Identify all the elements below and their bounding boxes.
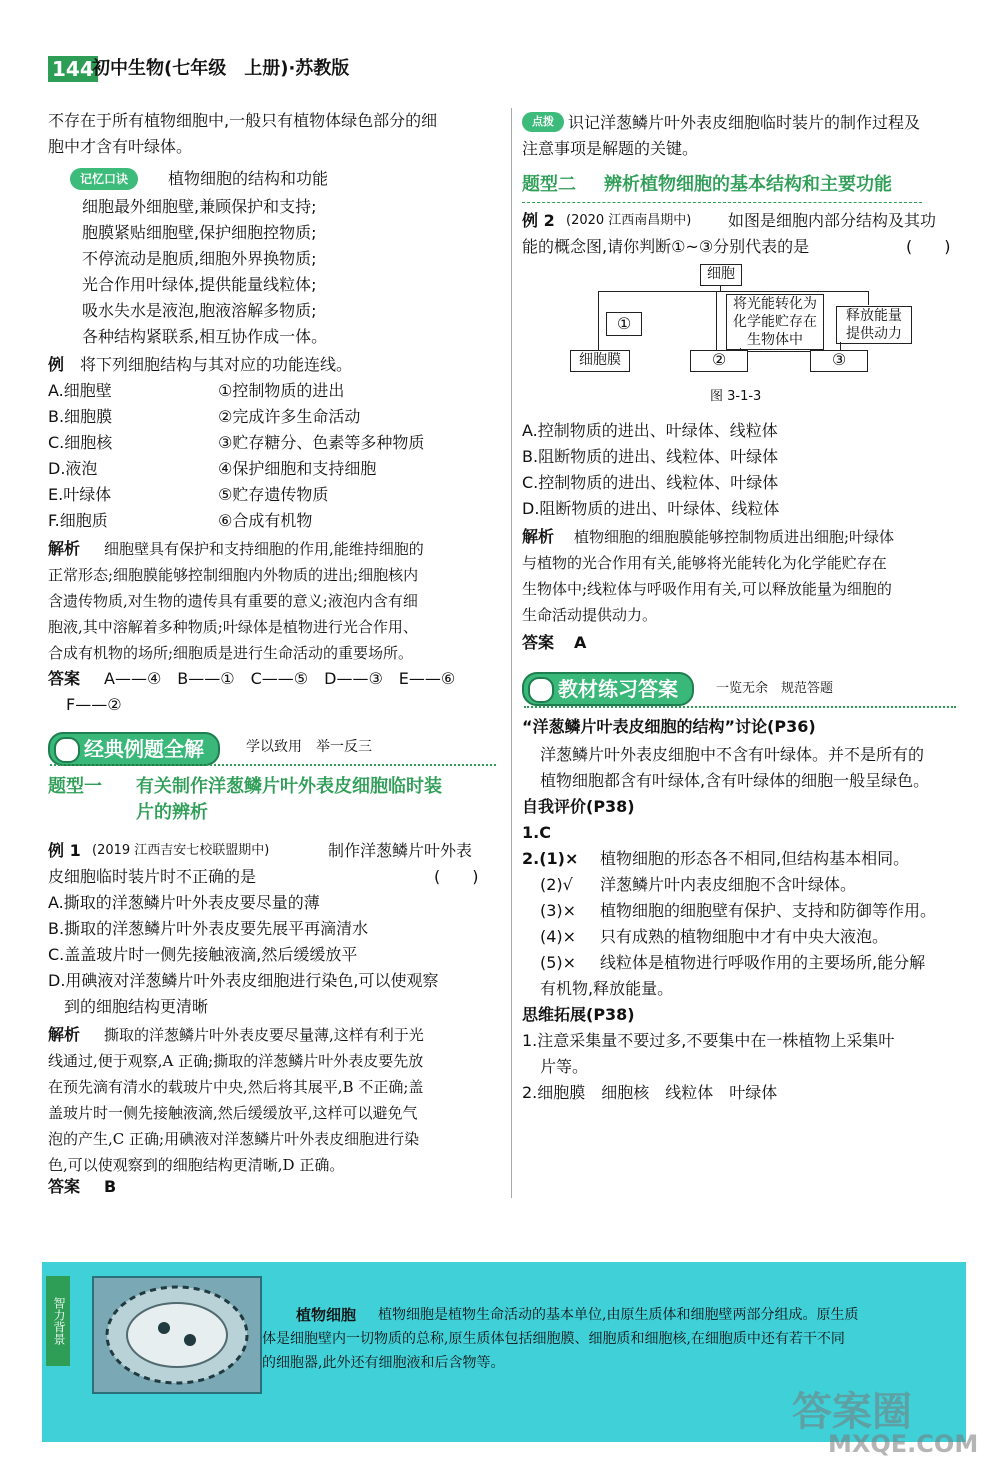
ex2-blank: ( ) [906, 237, 951, 256]
memory-line: 光合作用叶绿体,提供能量线粒体; [82, 275, 317, 294]
answer-line-1: A——④ B——① C——⑤ D——③ E——⑥ [104, 669, 456, 688]
analysis-line: 含遗传物质,对生物的遗传具有重要的意义;液泡内含有细 [48, 592, 418, 610]
pair-left: A.细胞壁 [48, 381, 112, 400]
ex1-option: A.撕取的洋葱鳞片叶外表皮要尽量的薄 [48, 893, 320, 912]
page-header-title: 初中生物(七年级 上册)·苏教版 [92, 58, 350, 79]
ex1-analysis-line: 撕取的洋葱鳞片叶外表皮要尽量薄,这样有利于光 [104, 1026, 424, 1044]
textbook-title: 教材练习答案 [558, 677, 678, 701]
connector [868, 291, 869, 305]
textbook-subtitle: 一览无余 规范答题 [716, 681, 834, 696]
page-number: 144 [48, 56, 98, 82]
example-text: 将下列细胞结构与其对应的功能连线。 [80, 355, 353, 374]
self-eval-mark: (4)× [540, 927, 577, 946]
footer-term: 植物细胞 [296, 1306, 357, 1324]
memory-line: 不停流动是胞质,细胞外界换物质; [82, 249, 317, 268]
ex2-text-cont: 能的概念图,请你判断①~③分别代表的是 [522, 237, 810, 256]
self-eval-mark: (3)× [540, 901, 577, 920]
pair-left: D.液泡 [48, 459, 98, 478]
discuss-line: 植物细胞都含有叶绿体,含有叶绿体的细胞一般呈绿色。 [540, 771, 930, 790]
mid-line: 将光能转化为 [733, 296, 817, 312]
figure-caption: 图 3-1-3 [710, 389, 762, 404]
self-eval-text-cont: 有机物,释放能量。 [540, 979, 674, 998]
ex1-analysis-label: 解析 [48, 1025, 81, 1044]
diagram-node-membrane: 细胞膜 [570, 350, 630, 372]
ex1-option: B.撕取的洋葱鳞片叶外表皮要先展平再滴清水 [48, 919, 369, 938]
answer-label: 答案 [48, 669, 81, 688]
ex1-analysis-line: 在预先滴有清水的载玻片中央,然后将其展平,B 不正确;盖 [48, 1078, 424, 1096]
diagram-node-right [836, 306, 912, 344]
ex1-label: 例 1 [48, 841, 81, 860]
footer-line: 植物细胞是植物生命活动的基本单位,由原生质体和细胞壁两部分组成。原生质 [378, 1307, 859, 1323]
discuss-title: “洋葱鳞片叶表皮细胞的结构”讨论(P36) [522, 717, 816, 736]
memory-line: 细胞最外细胞壁,兼顾保护和支持; [82, 197, 317, 216]
ex1-option: D.用碘液对洋葱鳞片叶外表皮细胞进行染色,可以使观察 [48, 971, 439, 990]
self-eval-text: 植物细胞的形态各不相同,但结构基本相同。 [600, 849, 910, 868]
ex1-analysis-line: 盖玻片时一侧先接触液滴,然后缓缓放平,这样可以避免气 [48, 1104, 418, 1122]
ex2-analysis-line: 与植物的光合作用有关,能够将光能转化为化学能贮存在 [522, 554, 887, 572]
diagram-node-cell: 细胞 [700, 264, 742, 286]
section-banner [48, 732, 220, 766]
tip-line-2: 注意事项是解题的关键。 [522, 139, 699, 158]
ex1-analysis-line: 色,可以使观察到的细胞结构更清晰,D 正确。 [48, 1156, 345, 1174]
think-title: 思维拓展(P38) [522, 1005, 635, 1024]
watermark-url: MXQE.COM [828, 1430, 979, 1458]
textbook-banner [522, 672, 694, 706]
ex2-option: D.阻断物质的进出、叶绿体、线粒体 [522, 499, 780, 518]
plant-cell-image [92, 1276, 262, 1394]
self-eval-mark: 2.(1)× [522, 849, 579, 868]
intro-line-1: 不存在于所有植物细胞中,一般只有植物体绿色部分的细 [48, 111, 438, 130]
ex1-analysis-line: 线通过,便于观察,A 正确;撕取的洋葱鳞片叶外表皮要先放 [48, 1052, 424, 1070]
self-eval-mark: (2)√ [540, 875, 573, 894]
ex2-answer: A [574, 633, 587, 652]
answer-line-2: F——② [66, 695, 122, 714]
ex2-text: 如图是细胞内部分结构及其功 [728, 211, 937, 230]
think-line-2: 2.细胞膜 细胞核 线粒体 叶绿体 [522, 1083, 778, 1102]
self-eval-title: 自我评价(P38) [522, 797, 635, 816]
ex2-analysis-label: 解析 [522, 527, 555, 546]
self-eval-text: 只有成熟的植物细胞中才有中央大液泡。 [600, 927, 889, 946]
ex2-answer-label: 答案 [522, 633, 555, 652]
ex2-option: C.控制物质的进出、线粒体、叶绿体 [522, 473, 779, 492]
ex2-analysis-line: 生物体中;线粒体与呼吸作用有关,可以释放能量为细胞的 [522, 580, 892, 598]
pair-right: ⑥合成有机物 [218, 511, 313, 530]
ex2-option: A.控制物质的进出、叶绿体、线粒体 [522, 421, 778, 440]
analysis-label: 解析 [48, 539, 81, 558]
diagram-node-1: ① [606, 312, 642, 336]
intro-line-2: 胞中才含有叶绿体。 [48, 137, 193, 156]
discuss-line: 洋葱鳞片叶外表皮细胞中不含有叶绿体。并不是所有的 [540, 745, 925, 764]
analysis-line: 胞液,其中溶解着多种物质;叶绿体是植物进行光合作用、 [48, 618, 418, 636]
ex1-option: 到的细胞结构更清晰 [48, 997, 209, 1016]
pair-right: ①控制物质的进出 [218, 381, 345, 400]
pair-left: B.细胞膜 [48, 407, 113, 426]
ex2-analysis-line: 生命活动提供动力。 [522, 606, 658, 624]
speaker-icon [54, 737, 80, 763]
analysis-line: 正常形态;细胞膜能够控制细胞内外物质的进出;细胞核内 [48, 566, 419, 584]
ex2-source: (2020 江西南昌期中) [566, 213, 692, 228]
memory-line: 吸水失水是液泡,胞液溶解多物质; [82, 301, 317, 320]
pair-right: ②完成许多生命活动 [218, 407, 361, 426]
diagram-node-mid [726, 294, 824, 350]
tip-tag: 点拨 [522, 112, 564, 132]
footer-line: 体是细胞壁内一切物质的总称,原生质体包括细胞膜、细胞质和细胞核,在细胞质中还有若干不同 [262, 1331, 845, 1347]
connector [598, 291, 868, 292]
type1-title-cont: 片的辨析 [136, 802, 208, 823]
pair-right: ⑤贮存遗传物质 [218, 485, 329, 504]
pair-left: C.细胞核 [48, 433, 113, 452]
ex1-analysis-line: 泡的产生,C 正确;用碘液对洋葱鳞片叶外表皮细胞进行染 [48, 1130, 420, 1148]
ex1-text-cont: 皮细胞临时装片时不正确的是 [48, 867, 257, 886]
textbook-rule [524, 706, 956, 708]
ex2-label: 例 2 [522, 211, 555, 230]
right-line: 释放能量 [846, 308, 902, 324]
type2-title: 辨析植物细胞的基本结构和主要功能 [604, 174, 892, 195]
mid-line: 化学能贮存在 [733, 314, 817, 330]
connector [716, 291, 717, 351]
speaker-icon [528, 677, 554, 703]
ex1-option: C.盖盖玻片时一侧先接触液滴,然后缓缓放平 [48, 945, 358, 964]
mid-line: 生物体中 [747, 332, 803, 348]
type1-label: 题型一 [48, 776, 102, 797]
pair-right: ③贮存糖分、色素等多种物质 [218, 433, 425, 452]
type2-rule [522, 202, 922, 203]
self-eval-text: 植物细胞的细胞壁有保护、支持和防御等作用。 [600, 901, 937, 920]
section-subtitle: 学以致用 举一反三 [246, 739, 372, 755]
memory-tag: 记忆口诀 [70, 168, 138, 190]
ex1-answer: B [104, 1177, 117, 1196]
pair-left: F.细胞质 [48, 511, 108, 530]
analysis-line: 细胞壁具有保护和支持细胞的作用,能维持细胞的 [104, 540, 424, 558]
memory-line: 各种结构紧联系,相互协作成一体。 [82, 327, 328, 346]
analysis-line: 合成有机物的场所;细胞质是进行生命活动的重要场所。 [48, 644, 414, 662]
memory-line: 胞膜紧贴细胞壁,保护细胞控物质; [82, 223, 317, 242]
connector [598, 291, 599, 351]
watermark-logo: 答案圈 [792, 1389, 912, 1435]
plant-cell-illustration [94, 1278, 260, 1392]
type1-title: 有关制作洋葱鳞片叶外表皮细胞临时装 [136, 776, 442, 797]
tip-line-1: 识记洋葱鳞片叶外表皮细胞临时装片的制作过程及 [568, 113, 921, 132]
section-title: 经典例题全解 [84, 737, 204, 761]
think-line: 1.注意采集量不要过多,不要集中在一株植物上采集叶 [522, 1031, 895, 1050]
ex2-option: B.阻断物质的进出、线粒体、叶绿体 [522, 447, 779, 466]
diagram-node-2: ② [690, 350, 748, 372]
self-eval-mark: (5)× [540, 953, 577, 972]
self-eval-text: 洋葱鳞片叶内表皮细胞不含叶绿体。 [600, 875, 857, 894]
ex1-text: 制作洋葱鳞片叶外表 [328, 841, 473, 860]
think-line: 片等。 [540, 1057, 589, 1076]
self-eval-text: 线粒体是植物进行呼吸作用的主要场所,能分解 [600, 953, 926, 972]
memory-title: 植物细胞的结构和功能 [168, 169, 329, 188]
section-rule [50, 764, 496, 766]
pair-right: ④保护细胞和支持细胞 [218, 459, 377, 478]
footer-line: 的细胞器,此外还有细胞液和后含物等。 [262, 1355, 505, 1371]
pair-left: E.叶绿体 [48, 485, 112, 504]
self-eval-1: 1.C [522, 823, 551, 842]
right-line: 提供动力 [846, 326, 902, 342]
ex1-source: (2019 江西吉安七校联盟期中) [92, 843, 270, 858]
column-divider [511, 108, 512, 1198]
ex1-answer-label: 答案 [48, 1177, 81, 1196]
ex1-blank: ( ) [434, 867, 479, 886]
example-label: 例 [48, 355, 65, 374]
ex2-analysis-line: 植物细胞的细胞膜能够控制物质进出细胞;叶绿体 [574, 528, 895, 546]
band-side-tag: 智力背景 [46, 1276, 70, 1366]
type2-label: 题型二 [522, 174, 576, 195]
diagram-node-3: ③ [810, 350, 868, 372]
